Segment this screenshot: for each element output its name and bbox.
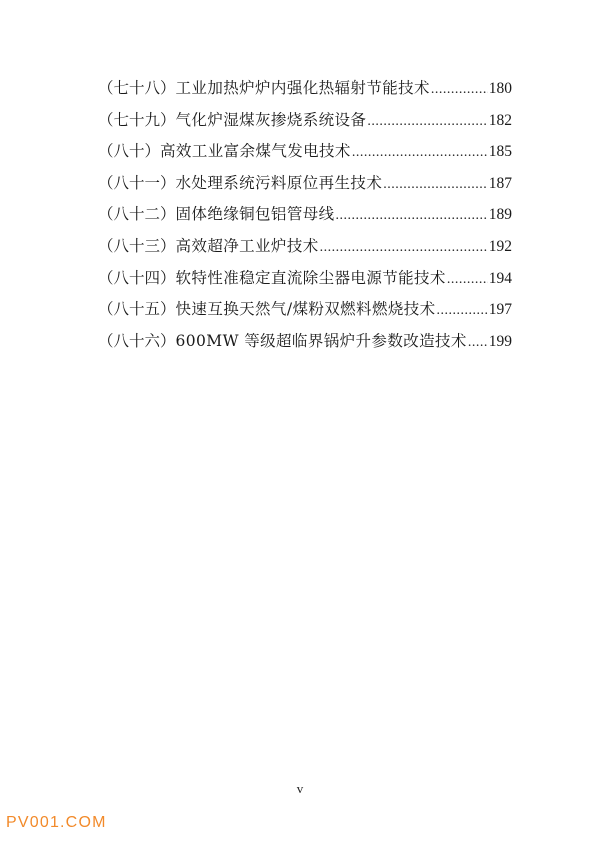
entry-title: 高效工业富余煤气发电技术 (160, 142, 351, 161)
toc-entry[interactable] (98, 202, 512, 234)
entry-page-number: 194 (488, 269, 512, 287)
toc-entry[interactable] (98, 108, 512, 140)
table-of-contents (98, 76, 512, 360)
entry-title: 固体绝缘铜包铝管母线 (175, 205, 335, 224)
toc-entry[interactable] (98, 329, 512, 361)
entry-page-number: 199 (488, 332, 512, 350)
dot-leader (437, 303, 488, 319)
entry-page-number: 185 (488, 143, 512, 161)
dot-leader (447, 272, 488, 288)
dot-leader (367, 114, 487, 130)
dot-leader (383, 177, 488, 193)
toc-entry[interactable] (98, 139, 512, 171)
entry-number: （八十六） (98, 331, 176, 350)
entry-title: 600MW 等级超临界锅炉升参数改造技术 (175, 331, 467, 350)
entry-number: （八十一） (98, 173, 176, 192)
entry-number: （八十二） (98, 205, 176, 224)
dot-leader (336, 208, 488, 224)
entry-title: 水处理系统污料原位再生技术 (175, 173, 383, 192)
watermark-text: PV001.COM (6, 814, 107, 831)
dot-leader (320, 240, 488, 256)
toc-entry[interactable] (98, 171, 512, 203)
entry-page-number: 180 (488, 80, 512, 97)
dot-leader (352, 145, 488, 161)
toc-entry[interactable] (98, 234, 512, 266)
entry-title: 高效超净工业炉技术 (175, 236, 319, 255)
entry-page-number: 189 (488, 206, 512, 224)
entry-number: （七十八） (98, 79, 176, 97)
toc-entry[interactable] (98, 297, 512, 329)
entry-page-number: 197 (488, 301, 512, 319)
entry-number: （八十） (98, 142, 161, 161)
entry-title: 工业加热炉炉内强化热辐射节能技术 (175, 79, 430, 97)
entry-number: （八十四） (98, 268, 176, 287)
entry-title: 气化炉湿煤灰掺烧系统设备 (175, 110, 367, 129)
entry-page-number: 187 (488, 174, 512, 192)
page-number: v (296, 781, 304, 796)
dot-leader (468, 335, 488, 351)
toc-entry[interactable] (98, 266, 512, 298)
entry-title: 软特性准稳定直流除尘器电源节能技术 (175, 268, 446, 287)
entry-page-number: 192 (488, 237, 512, 255)
entry-number: （八十五） (98, 300, 176, 319)
entry-page-number: 182 (488, 111, 512, 129)
entry-number: （七十九） (98, 110, 176, 129)
entry-title: 快速互换天然气/煤粉双燃料燃烧技术 (175, 300, 436, 319)
dot-leader (431, 82, 488, 98)
entry-number: （八十三） (98, 236, 176, 255)
toc-entry[interactable] (98, 76, 512, 108)
